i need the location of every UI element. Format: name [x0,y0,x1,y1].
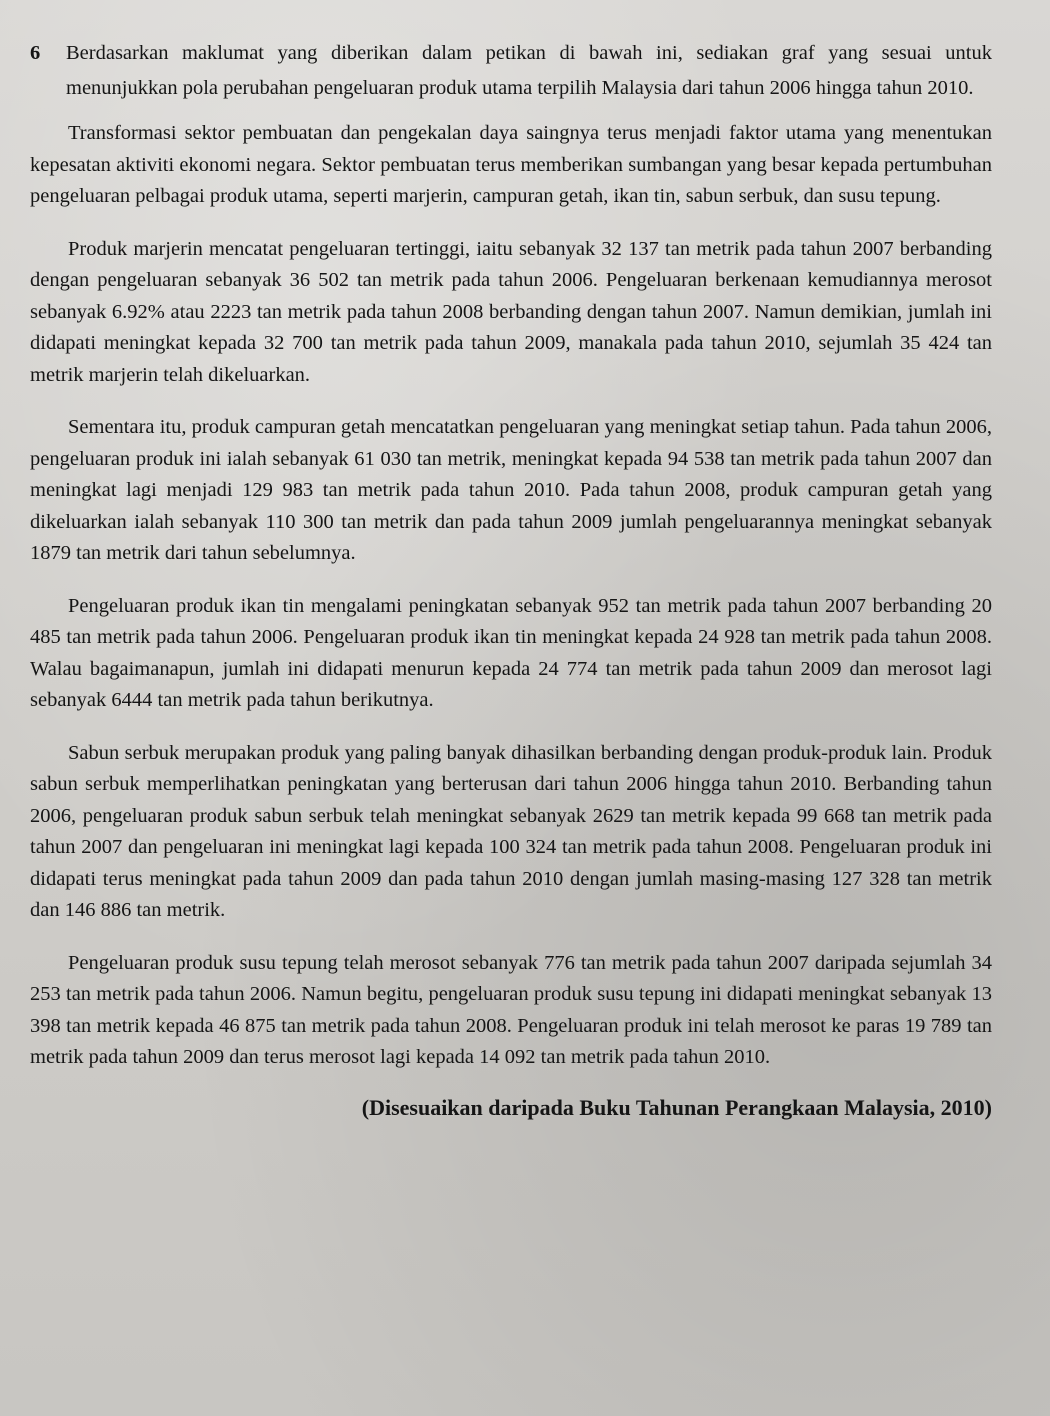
paragraph-intro: Transformasi sektor pembuatan dan pengekalan daya saingnya terus menjadi faktor utama yang menentukan kepesatan aktiviti ekonomi negara. Sektor pembuatan terus memberikan sumbangan yang besar kepada pertumbuhan pengeluaran pelbagai produk utama, seperti marjerin, campuran getah, ikan tin, sabun serbuk, dan susu tepung. [30,122,992,207]
question-number: 6 [30,42,41,64]
paragraph-susu-tepung: Pengeluaran produk susu tepung telah merosot sebanyak 776 tan metrik pada tahun 2007 daripada sejumlah 34 253 tan metrik pada tahun 2006. Namun begitu, pengeluaran produk susu tepung ini didapati meningkat sebanyak 13 398 tan metrik kepada 46 875 tan metrik pada tahun 2008. Pengeluaran produk ini telah merosot ke paras 19 789 tan metrik pada tahun 2009 dan terus merosot lagi kepada 14 092 tan metrik pada tahun 2010. [30,951,992,1068]
paragraph-marjerin: Produk marjerin mencatat pengeluaran tertinggi, iaitu sebanyak 32 137 tan metrik pada tahun 2007 berbanding dengan pengeluaran sebanyak 36 502 tan metrik pada tahun 2006. Pengeluaran berkenaan kemudiannya merosot sebanyak 6.92% atau 2223 tan metrik pada tahun 2008 berbanding dengan tahun 2007. Namun demikian, jumlah ini didapati meningkat kepada 32 700 tan metrik pada tahun 2009, manakala pada tahun 2010, sejumlah 35 424 tan metrik marjerin telah dikeluarkan. [30,237,992,386]
question-block [30,36,992,106]
source-citation: (Disesuaikan daripada Buku Tahunan Perangkaan Malaysia, 2010) [361,1094,992,1120]
paragraph-campuran-getah: Sementara itu, produk campuran getah mencatatkan pengeluaran yang meningkat setiap tahun. Pada tahun 2006, pengeluaran produk ini ialah sebanyak 61 030 tan metrik, meningkat kepada 94 538 tan metrik pada tahun 2007 dan meningkat lagi menjadi 129 983 tan metrik pada tahun 2010. Pada tahun 2008, produk campuran getah yang dikeluarkan ialah sebanyak 110 300 tan metrik dan pada tahun 2009 jumlah pengeluarannya meningkat sebanyak 1879 tan metrik dari tahun sebelumnya. [30,416,992,564]
paragraph-sabun-serbuk: Sabun serbuk merupakan produk yang paling banyak dihasilkan berbanding dengan produk-produk lain. Produk sabun serbuk memperlihatkan peningkatan yang berterusan dari tahun 2006 hingga tahun 2010. Berbanding tahun 2006, pengeluaran produk sabun serbuk telah meningkat sebanyak 2629 tan metrik kepada 99 668 tan metrik pada tahun 2007 dan pengeluaran ini meningkat lagi kepada 100 324 tan metrik pada tahun 2008. Pengeluaran produk ini didapati terus meningkat pada tahun 2009 dan pada tahun 2010 dengan jumlah masing-masing 127 328 tan metrik dan 146 886 tan metrik. [30,741,992,921]
paragraph-ikan-tin: Pengeluaran produk ikan tin mengalami peningkatan sebanyak 952 tan metrik pada tahun 2007 berbanding 20 485 tan metrik pada tahun 2006. Pengeluaran produk ikan tin meningkat kepada 24 928 tan metrik pada tahun 2008. Walau bagaimanapun, jumlah ini didapati menurun kepada 24 774 tan metrik pada tahun 2009 dan merosot lagi sebanyak 6444 tan metrik pada tahun berikutnya. [30,594,992,711]
question-text: Berdasarkan maklumat yang diberikan dalam petikan di bawah ini, sediakan graf yang sesuai untuk menunjukkan pola perubahan pengeluaran produk utama terpilih Malaysia dari tahun 2006 hingga tahun 2010. [66,42,992,99]
